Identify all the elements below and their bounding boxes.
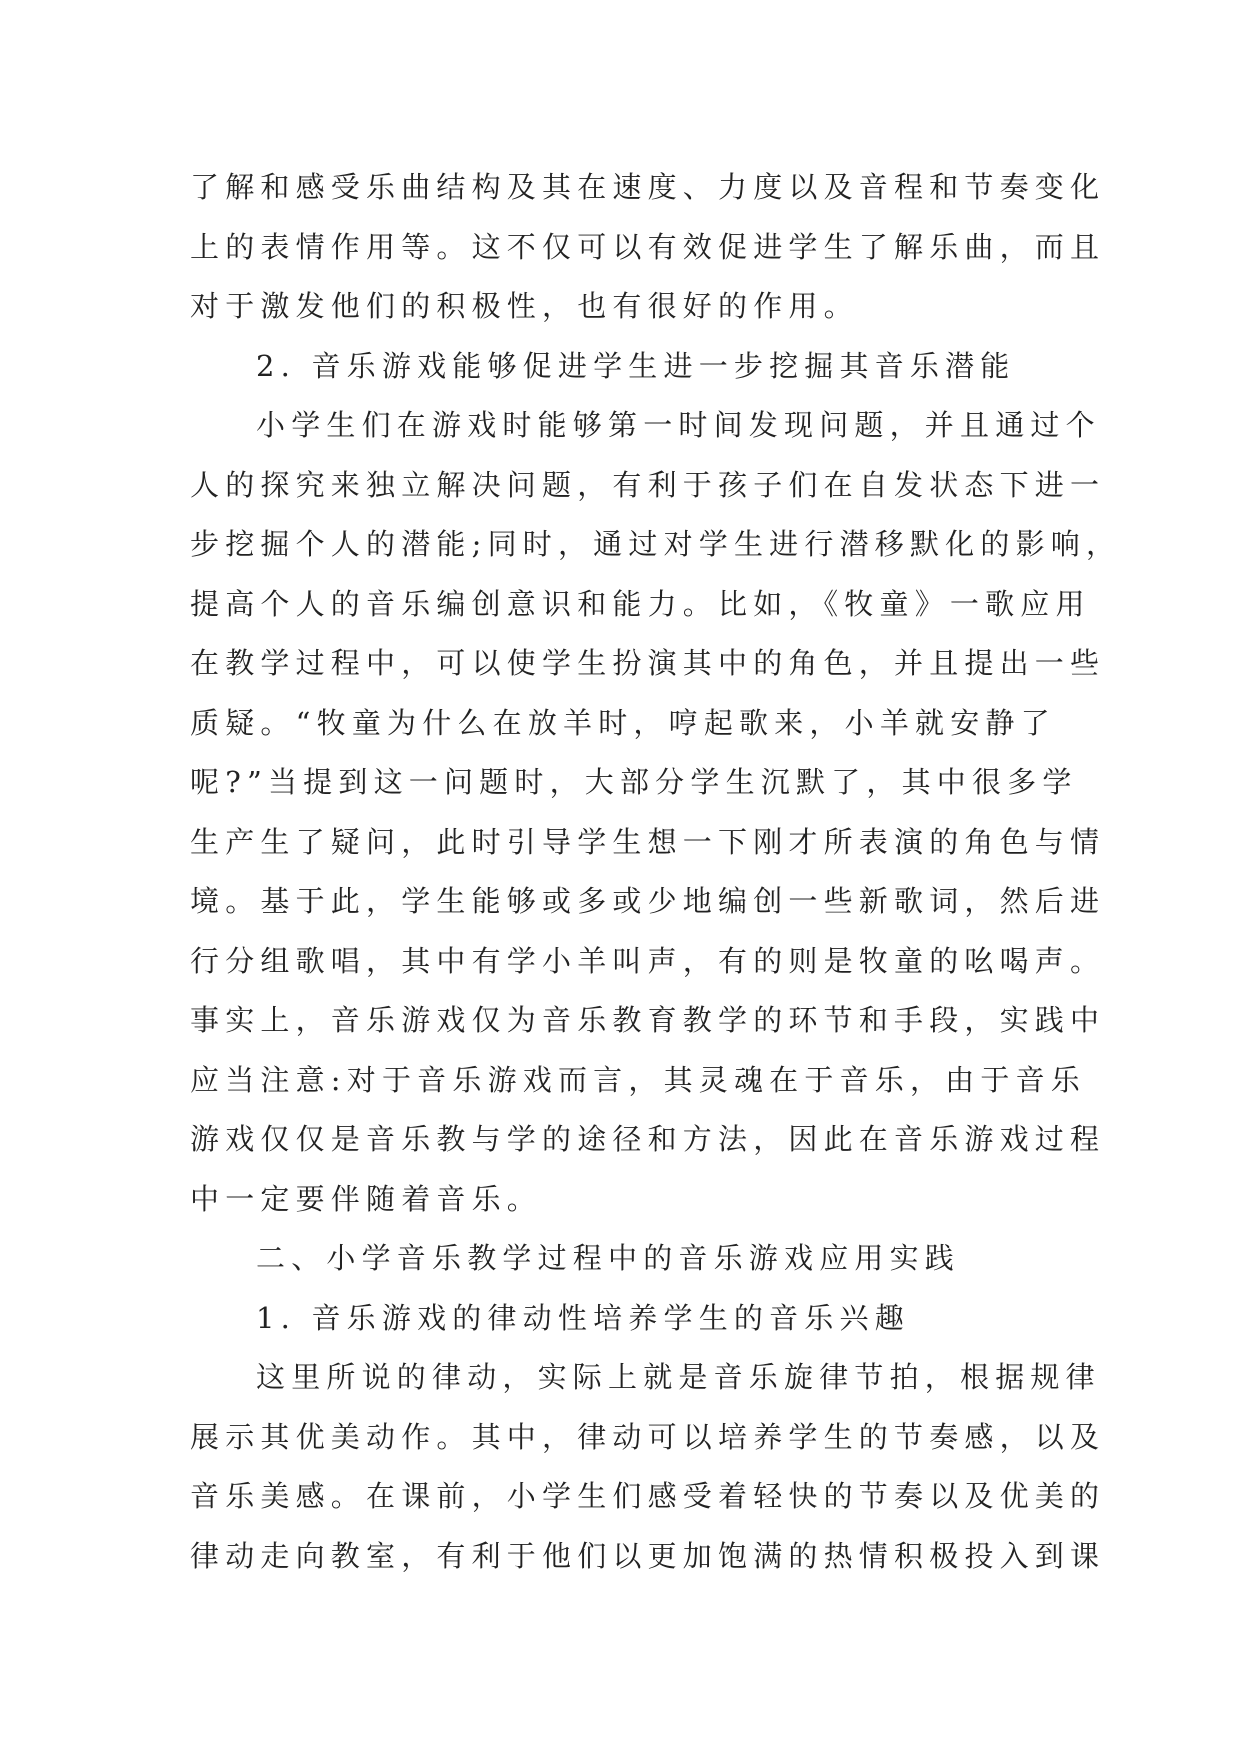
text-line: 二、小学音乐教学过程中的音乐游戏应用实践 — [256, 1241, 961, 1275]
text-line: 律动走向教室，有利于他们以更加饱满的热情积极投入到课 — [190, 1538, 1106, 1573]
text-line: 小学生们在游戏时能够第一时间发现问题，并且通过个 — [256, 408, 1101, 442]
text-line: 这里所说的律动，实际上就是音乐旋律节拍，根据规律 — [256, 1360, 1101, 1394]
text-line: 2. 音乐游戏能够促进学生进一步挖掘其音乐潜能 — [256, 348, 1016, 383]
text-line: 中一定要伴随着音乐。 — [190, 1181, 543, 1216]
text-line: 上的表情作用等。这不仅可以有效促进学生了解乐曲，而且 — [190, 229, 1106, 264]
text-line: 1. 音乐游戏的律动性培养学生的音乐兴趣 — [256, 1300, 910, 1335]
text-line: 事实上，音乐游戏仅为音乐教育教学的环节和手段，实践中 — [190, 1003, 1106, 1037]
text-line: 生产生了疑问，此时引导学生想一下刚才所表演的角色与情 — [190, 824, 1106, 859]
text-line: 提高个人的音乐编创意识和能力。比如，《牧童》一歌应用 — [190, 586, 1091, 621]
text-line: 呢?”当提到这一问题时，大部分学生沉默了，其中很多学 — [190, 765, 1078, 799]
text-line: 对于激发他们的积极性，也有很好的作用。 — [190, 289, 859, 323]
text-line: 了解和感受乐曲结构及其在速度、力度以及音程和节奏变化 — [190, 170, 1106, 204]
text-line: 在教学过程中，可以使学生扮演其中的角色，并且提出一些 — [190, 646, 1106, 680]
text-line: 应当注意:对于音乐游戏而言，其灵魂在于音乐，由于音乐 — [190, 1062, 1086, 1097]
body-text — [190, 158, 1122, 1586]
text-line: 人的探究来独立解决问题，有利于孩子们在自发状态下进一 — [190, 467, 1106, 502]
text-line: 质疑。“牧童为什么在放羊时，哼起歌来，小羊就安静了 — [190, 705, 1056, 740]
text-line: 展示其优美动作。其中，律动可以培养学生的节奏感，以及 — [190, 1419, 1106, 1454]
text-line: 游戏仅仅是音乐教与学的途径和方法，因此在音乐游戏过程 — [190, 1122, 1106, 1156]
text-line: 步挖掘个人的潜能;同时，通过对学生进行潜移默化的影响， — [190, 527, 1122, 561]
text-line: 音乐美感。在课前，小学生们感受着轻快的节奏以及优美的 — [190, 1479, 1106, 1513]
text-line: 境。基于此，学生能够或多或少地编创一些新歌词，然后进 — [190, 884, 1106, 918]
text-line: 行分组歌唱，其中有学小羊叫声，有的则是牧童的吆喝声。 — [190, 943, 1106, 978]
